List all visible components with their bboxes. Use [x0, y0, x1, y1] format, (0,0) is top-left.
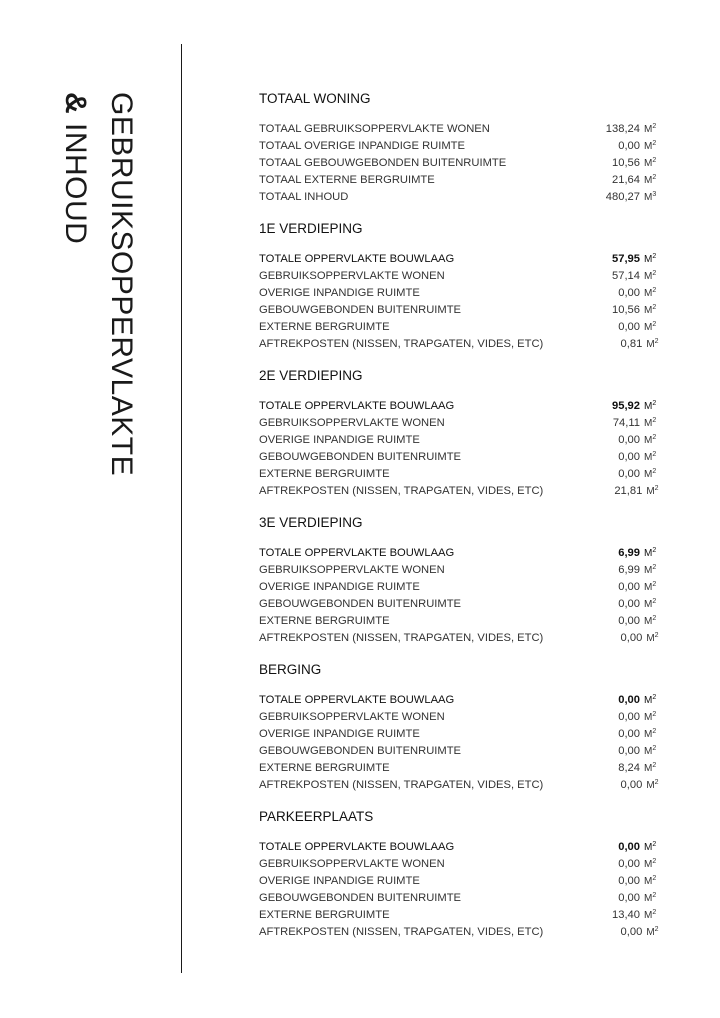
row-label: GEBRUIKSOPPERVLAKTE WONEN	[259, 710, 445, 723]
row-value: 57,95	[612, 252, 640, 265]
table-row	[259, 923, 659, 940]
row-label: EXTERNE BERGRUIMTE	[259, 467, 390, 480]
row-label: TOTAAL GEBOUWGEBONDEN BUITENRUIMTE	[259, 156, 507, 169]
row-label: AFTREKPOSTEN (NISSEN, TRAPGATEN, VIDES, ETC)	[259, 631, 544, 644]
row-value: 10,56	[612, 156, 640, 169]
unit-base: M	[644, 728, 653, 740]
row-value: 0,00	[620, 631, 643, 644]
row-unit	[646, 485, 659, 497]
table-row	[259, 725, 659, 742]
row-unit	[644, 728, 659, 740]
row-unit	[644, 615, 659, 627]
section-title: BERGING	[259, 662, 322, 677]
unit-base: M	[646, 632, 655, 644]
unit-exponent: 2	[652, 761, 657, 769]
row-value: 0,00	[618, 433, 640, 446]
row-unit	[644, 157, 659, 169]
row-value: 0,00	[618, 450, 640, 463]
row-label: AFTREKPOSTEN (NISSEN, TRAPGATEN, VIDES, ETC)	[259, 778, 544, 791]
row-label: OVERIGE INPANDIGE RUIMTE	[259, 433, 420, 446]
unit-exponent: 2	[652, 433, 657, 441]
row-value: 0,00	[618, 139, 640, 152]
unit-exponent: 2	[652, 173, 657, 181]
row-unit	[644, 468, 659, 480]
row-value: 6,99	[618, 563, 640, 576]
table-row	[259, 612, 659, 629]
row-value: 0,00	[620, 925, 643, 938]
unit-exponent: 2	[654, 778, 659, 786]
row-value: 0,00	[618, 874, 640, 887]
row-value: 0,00	[618, 320, 640, 333]
table-row	[259, 448, 659, 465]
unit-base: M	[644, 434, 653, 446]
row-value: 0,00	[618, 710, 640, 723]
unit-base: M	[644, 123, 653, 135]
unit-exponent: 2	[652, 286, 657, 294]
table-row	[259, 595, 659, 612]
total-row	[259, 544, 659, 561]
row-unit	[644, 434, 659, 446]
unit-exponent: 2	[654, 337, 659, 345]
row-label: GEBRUIKSOPPERVLAKTE WONEN	[259, 857, 445, 870]
unit-base: M	[644, 841, 653, 853]
row-value: 0,00	[618, 840, 640, 853]
unit-exponent: 3	[652, 190, 657, 198]
row-unit	[644, 875, 659, 887]
row-label: EXTERNE BERGRUIMTE	[259, 320, 390, 333]
side-title-main: GEBRUIKSOPPERVLAKTE	[105, 92, 138, 477]
row-label: GEBRUIKSOPPERVLAKTE WONEN	[259, 269, 445, 282]
section-title: 1E VERDIEPING	[259, 221, 363, 236]
row-unit	[644, 174, 659, 186]
unit-base: M	[644, 711, 653, 723]
table-row	[259, 301, 659, 318]
row-unit	[646, 926, 659, 938]
unit-base: M	[644, 417, 653, 429]
row-value: 0,00	[618, 727, 640, 740]
row-unit	[644, 270, 659, 282]
unit-base: M	[644, 598, 653, 610]
unit-exponent: 2	[652, 908, 657, 916]
row-label: TOTAAL EXTERNE BERGRUIMTE	[259, 173, 435, 186]
unit-base: M	[644, 304, 653, 316]
unit-base: M	[644, 468, 653, 480]
row-unit	[644, 304, 659, 316]
table-row	[259, 137, 659, 154]
row-label: TOTALE OPPERVLAKTE BOUWLAAG	[259, 546, 455, 559]
unit-base: M	[644, 270, 653, 282]
section-title: TOTAAL WONING	[259, 91, 371, 106]
row-label: GEBOUWGEBONDEN BUITENRUIMTE	[259, 303, 462, 316]
row-unit	[644, 581, 659, 593]
row-value: 21,64	[612, 173, 640, 186]
table-row	[259, 465, 659, 482]
row-value: 74,11	[612, 416, 640, 429]
row-label: TOTAAL GEBRUIKSOPPERVLAKTE WONEN	[259, 122, 490, 135]
row-unit	[644, 253, 659, 265]
unit-exponent: 2	[652, 546, 657, 554]
row-label: GEBOUWGEBONDEN BUITENRUIMTE	[259, 891, 462, 904]
row-value: 95,92	[612, 399, 640, 412]
unit-exponent: 2	[652, 416, 657, 424]
area-table	[259, 88, 659, 953]
unit-base: M	[646, 779, 655, 791]
unit-base: M	[644, 451, 653, 463]
unit-exponent: 2	[652, 891, 657, 899]
section	[259, 365, 659, 499]
row-label: AFTREKPOSTEN (NISSEN, TRAPGATEN, VIDES, ETC)	[259, 925, 544, 938]
table-row	[259, 855, 659, 872]
row-unit	[644, 547, 659, 559]
unit-base: M	[644, 174, 653, 186]
row-unit	[644, 400, 659, 412]
unit-base: M	[644, 892, 653, 904]
unit-base: M	[644, 875, 653, 887]
row-unit	[644, 745, 659, 757]
row-value: 0,00	[618, 614, 640, 627]
unit-base: M	[644, 287, 653, 299]
table-row	[259, 759, 659, 776]
vertical-divider	[181, 44, 182, 973]
row-label: AFTREKPOSTEN (NISSEN, TRAPGATEN, VIDES, ETC)	[259, 484, 544, 497]
section-title: 3E VERDIEPING	[259, 515, 363, 530]
table-row	[259, 776, 659, 793]
unit-base: M	[646, 338, 655, 350]
side-title	[52, 92, 144, 476]
row-value: 0,00	[618, 744, 640, 757]
table-row	[259, 708, 659, 725]
row-value: 21,81	[614, 484, 643, 497]
row-unit	[644, 287, 659, 299]
row-unit	[644, 123, 659, 135]
unit-base: M	[644, 547, 653, 559]
unit-base: M	[646, 926, 655, 938]
row-label: TOTALE OPPERVLAKTE BOUWLAAG	[259, 840, 455, 853]
row-unit	[644, 321, 659, 333]
row-label: OVERIGE INPANDIGE RUIMTE	[259, 874, 420, 887]
total-row	[259, 838, 659, 855]
row-label: TOTALE OPPERVLAKTE BOUWLAAG	[259, 252, 455, 265]
row-label: GEBRUIKSOPPERVLAKTE WONEN	[259, 563, 445, 576]
total-row	[259, 397, 659, 414]
row-unit	[644, 762, 659, 774]
section	[259, 659, 659, 793]
row-label: EXTERNE BERGRUIMTE	[259, 908, 390, 921]
row-label: GEBRUIKSOPPERVLAKTE WONEN	[259, 416, 445, 429]
unit-exponent: 2	[652, 122, 657, 130]
row-value: 0,00	[618, 857, 640, 870]
table-row	[259, 906, 659, 923]
section-title: 2E VERDIEPING	[259, 368, 363, 383]
unit-exponent: 2	[652, 467, 657, 475]
unit-exponent: 2	[652, 156, 657, 164]
row-unit	[644, 892, 659, 904]
row-value: 0,00	[618, 467, 640, 480]
row-label: OVERIGE INPANDIGE RUIMTE	[259, 727, 420, 740]
table-row	[259, 335, 659, 352]
table-row	[259, 188, 659, 205]
row-value: 0,00	[618, 286, 640, 299]
table-row	[259, 284, 659, 301]
row-unit	[646, 338, 659, 350]
row-value: 8,24	[618, 761, 640, 774]
unit-exponent: 2	[652, 693, 657, 701]
row-value: 57,14	[612, 269, 640, 282]
unit-base: M	[644, 564, 653, 576]
row-label: TOTAAL INHOUD	[259, 190, 349, 203]
row-label: GEBOUWGEBONDEN BUITENRUIMTE	[259, 744, 462, 757]
unit-base: M	[644, 157, 653, 169]
section	[259, 512, 659, 646]
table-row	[259, 889, 659, 906]
table-row	[259, 561, 659, 578]
table-row	[259, 578, 659, 595]
table-row	[259, 318, 659, 335]
row-unit	[644, 841, 659, 853]
unit-exponent: 2	[652, 269, 657, 277]
unit-exponent: 2	[652, 139, 657, 147]
row-label: EXTERNE BERGRUIMTE	[259, 614, 390, 627]
table-row	[259, 431, 659, 448]
row-value: 0,81	[620, 337, 643, 350]
unit-base: M	[644, 694, 653, 706]
section	[259, 88, 659, 205]
unit-exponent: 2	[652, 840, 657, 848]
unit-base: M	[644, 191, 653, 203]
row-unit	[646, 779, 659, 791]
unit-exponent: 2	[652, 252, 657, 260]
row-value: 138,24	[605, 122, 640, 135]
unit-base: M	[646, 485, 655, 497]
table-row	[259, 154, 659, 171]
row-unit	[644, 140, 659, 152]
unit-base: M	[644, 615, 653, 627]
table-row	[259, 171, 659, 188]
table-row	[259, 482, 659, 499]
row-label: TOTALE OPPERVLAKTE BOUWLAAG	[259, 399, 455, 412]
side-title-sub-text: INHOUD	[59, 123, 92, 245]
table-row	[259, 120, 659, 137]
row-value: 13,40	[612, 908, 640, 921]
row-value: 480,27	[605, 190, 640, 203]
row-label: AFTREKPOSTEN (NISSEN, TRAPGATEN, VIDES, ETC)	[259, 337, 544, 350]
unit-exponent: 2	[652, 710, 657, 718]
row-unit	[646, 632, 659, 644]
row-unit	[644, 694, 659, 706]
table-row	[259, 629, 659, 646]
unit-base: M	[644, 581, 653, 593]
row-unit	[644, 909, 659, 921]
row-label: TOTAAL OVERIGE INPANDIGE RUIMTE	[259, 139, 465, 152]
table-row	[259, 414, 659, 431]
row-label: OVERIGE INPANDIGE RUIMTE	[259, 580, 420, 593]
row-value: 6,99	[618, 546, 640, 559]
total-row	[259, 250, 659, 267]
table-row	[259, 267, 659, 284]
unit-exponent: 2	[654, 631, 659, 639]
row-unit	[644, 858, 659, 870]
row-unit	[644, 711, 659, 723]
unit-exponent: 2	[652, 303, 657, 311]
unit-exponent: 2	[652, 580, 657, 588]
unit-exponent: 2	[654, 484, 659, 492]
unit-base: M	[644, 909, 653, 921]
row-unit	[644, 564, 659, 576]
unit-base: M	[644, 321, 653, 333]
row-value: 0,00	[620, 778, 643, 791]
row-value: 0,00	[618, 597, 640, 610]
unit-base: M	[644, 253, 653, 265]
unit-exponent: 2	[652, 399, 657, 407]
row-label: GEBOUWGEBONDEN BUITENRUIMTE	[259, 450, 462, 463]
unit-exponent: 2	[654, 925, 659, 933]
row-unit	[644, 598, 659, 610]
unit-exponent: 2	[652, 744, 657, 752]
row-value: 10,56	[612, 303, 640, 316]
row-value: 0,00	[618, 693, 640, 706]
row-label: TOTALE OPPERVLAKTE BOUWLAAG	[259, 693, 455, 706]
side-title-sub	[52, 92, 98, 476]
row-unit	[644, 451, 659, 463]
section	[259, 218, 659, 352]
unit-base: M	[644, 858, 653, 870]
unit-exponent: 2	[652, 614, 657, 622]
unit-exponent: 2	[652, 727, 657, 735]
table-row	[259, 742, 659, 759]
row-unit	[644, 417, 659, 429]
row-value: 0,00	[618, 891, 640, 904]
unit-exponent: 2	[652, 563, 657, 571]
unit-exponent: 2	[652, 450, 657, 458]
row-label: OVERIGE INPANDIGE RUIMTE	[259, 286, 420, 299]
unit-exponent: 2	[652, 320, 657, 328]
unit-base: M	[644, 745, 653, 757]
section	[259, 806, 659, 940]
unit-base: M	[644, 400, 653, 412]
table-row	[259, 872, 659, 889]
row-label: GEBOUWGEBONDEN BUITENRUIMTE	[259, 597, 462, 610]
unit-base: M	[644, 140, 653, 152]
section-title: PARKEERPLAATS	[259, 809, 374, 824]
unit-exponent: 2	[652, 874, 657, 882]
ampersand: &	[59, 92, 92, 115]
total-row	[259, 691, 659, 708]
row-label: EXTERNE BERGRUIMTE	[259, 761, 390, 774]
unit-exponent: 2	[652, 857, 657, 865]
row-unit	[644, 191, 659, 203]
unit-base: M	[644, 762, 653, 774]
row-value: 0,00	[618, 580, 640, 593]
unit-exponent: 2	[652, 597, 657, 605]
